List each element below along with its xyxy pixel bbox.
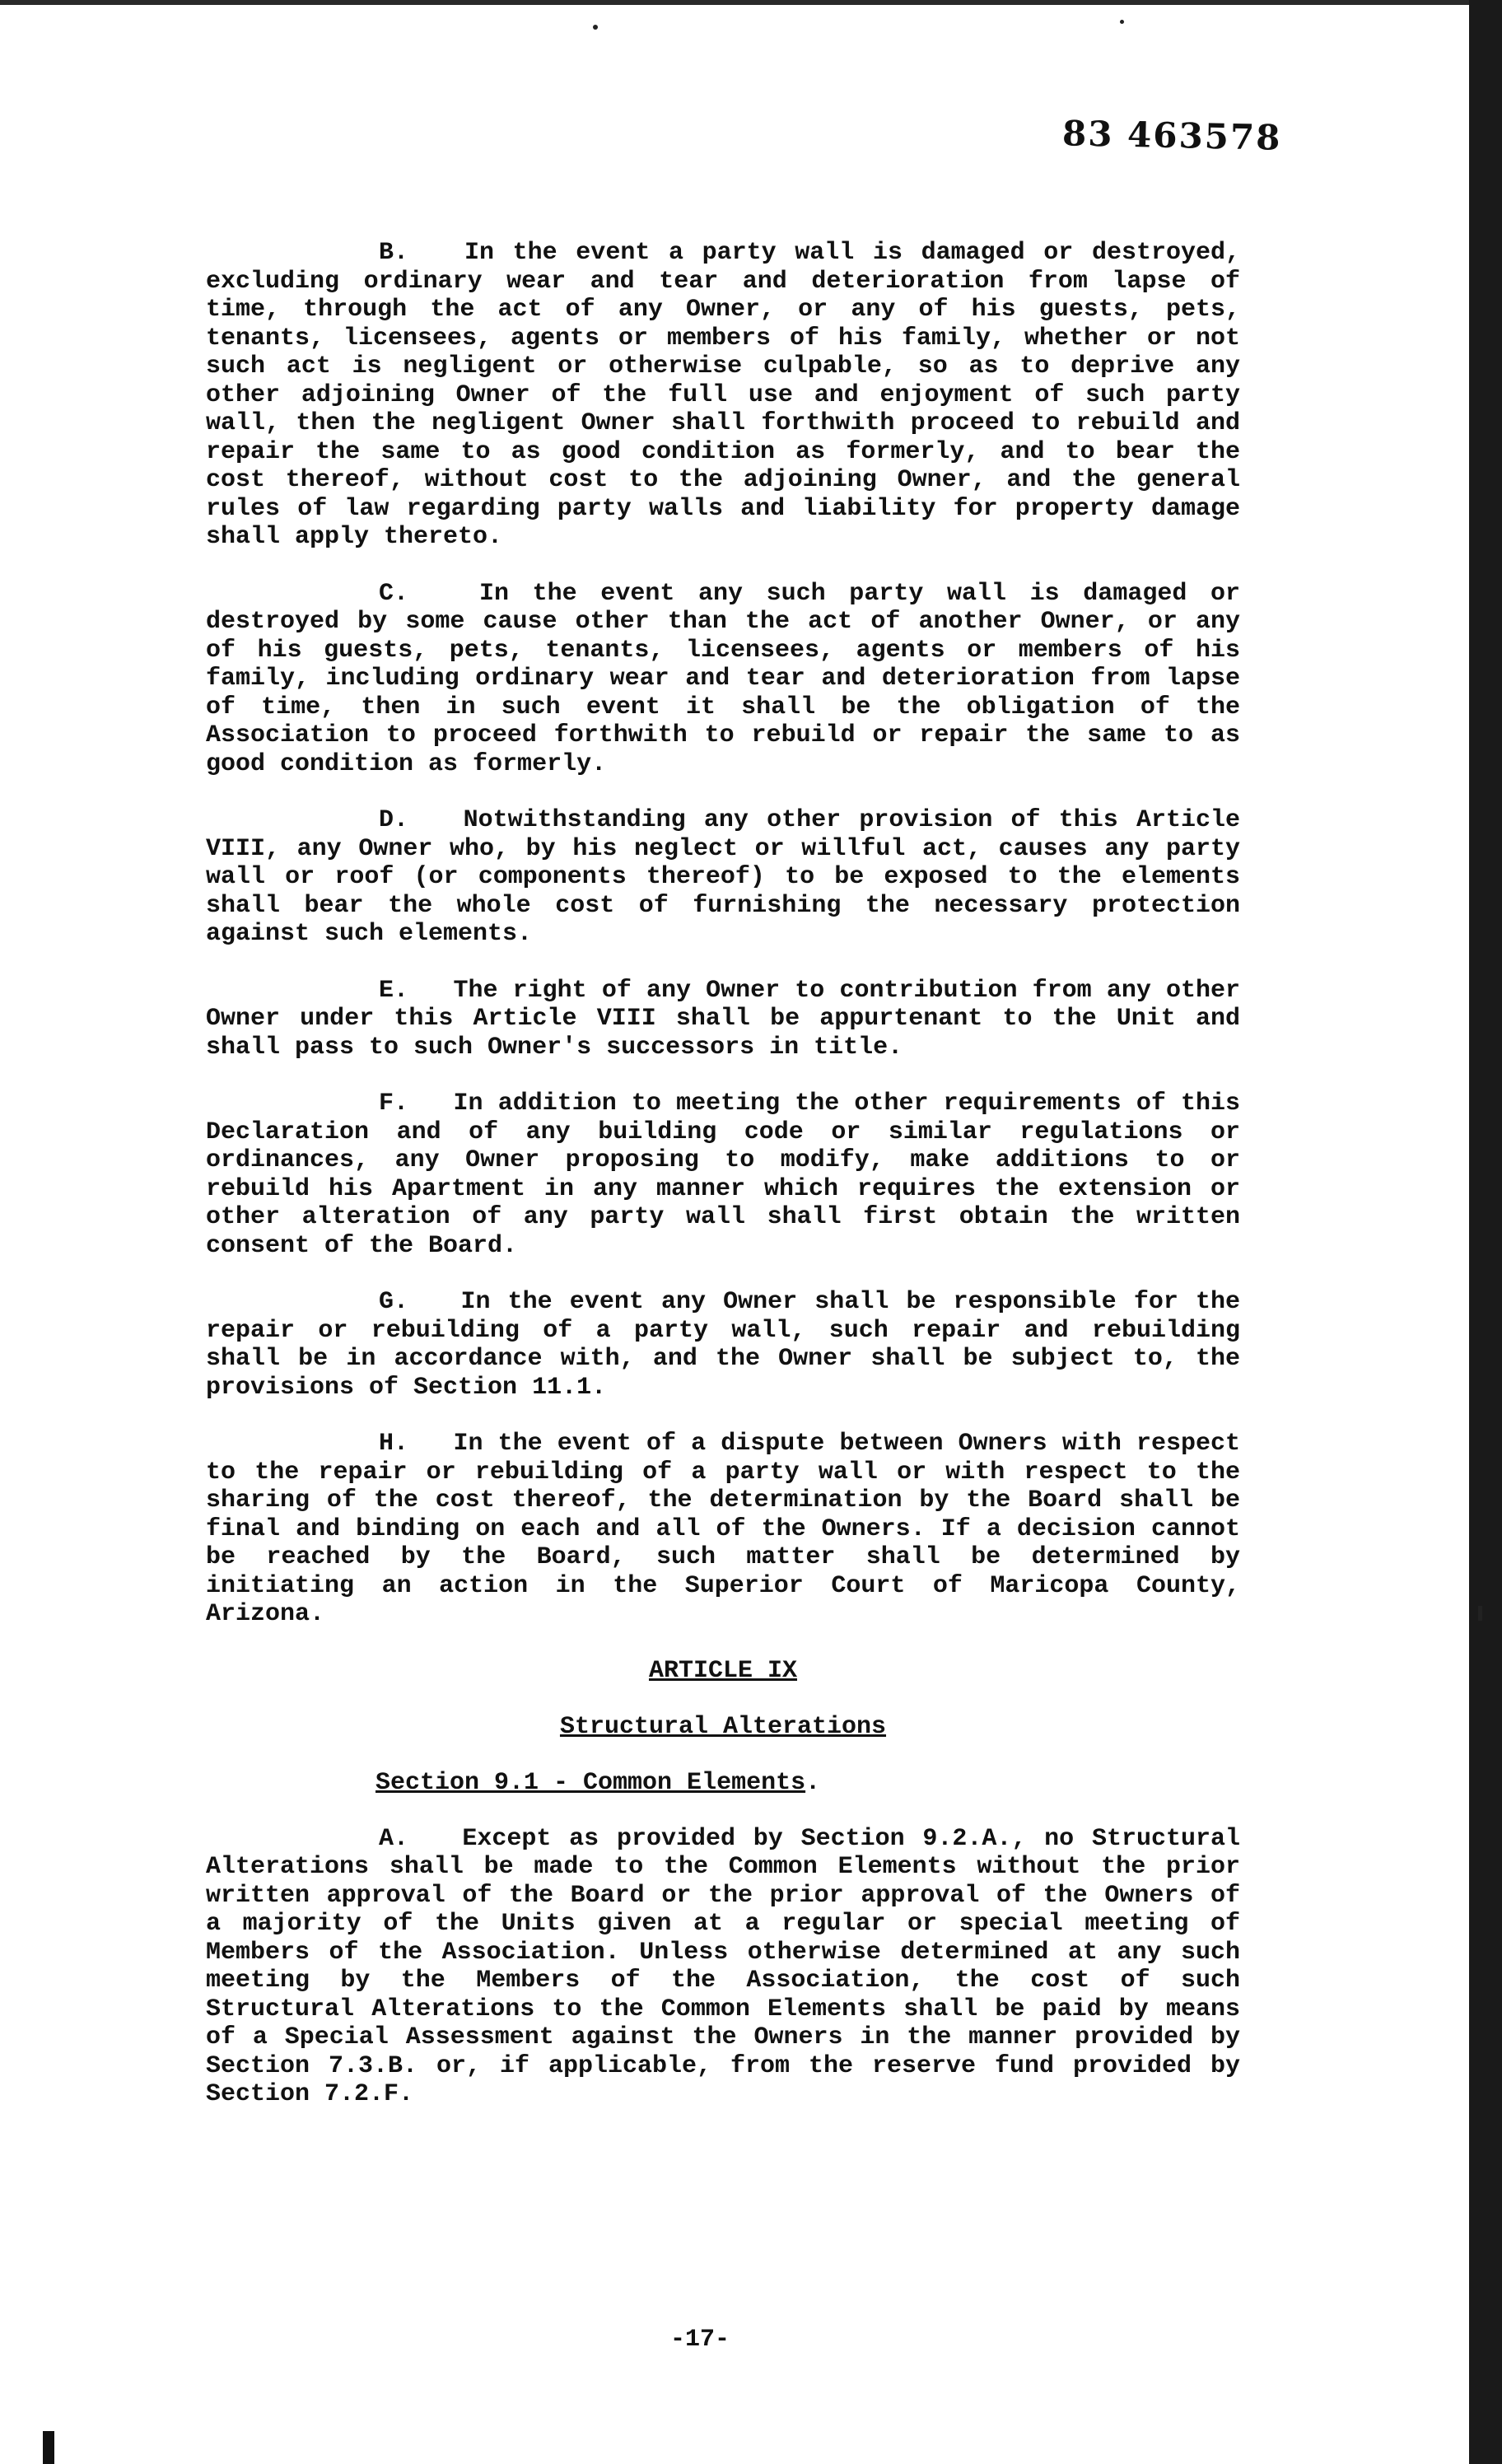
paragraph-letter: E. (379, 976, 409, 1005)
paragraph-text: The right of any Owner to contribution from any other Owner under this Article VIII shall be appurtenant to the Unit and shall pass to such Owner's successors in title. (206, 976, 1240, 1062)
paragraph-letter: B. (379, 239, 409, 267)
section-suffix: . (805, 1768, 821, 1797)
paragraph-letter: C. (379, 579, 409, 608)
paragraph-text: Except as provided by Section 9.2.A., no Structural Alterations shall be made to the Common Elements without the prior written approval of the Board or the prior approval of the Owners of a majority of the Units given at a regular or special meeting of Members of the Association. Unless otherwise determined at any such meeting by the Members of the Association, the cost of such Structural Alterations to the Common Elements shall be paid by means of a Special Assessment against the Owners in the manner provided by Section 7.3.B. or, if applicable, from the reserve fund provided by Section 7.2.F. (206, 1824, 1240, 2108)
paragraph-letter: F. (379, 1090, 409, 1118)
paragraph-h (206, 1430, 1240, 1629)
paragraph-text: In the event of a dispute between Owners with respect to the repair or rebuilding of a party wall or with respect to the sharing of the cost thereof, the determination by the Board shall be final and binding on each and all of the Owners. If a decision cannot be reached by the Board, such matter shall be determined by initiating an action in the Superior Court of Maricopa County, Arizona. (206, 1430, 1240, 1628)
article-subtitle: Structural Alterations (559, 1712, 887, 1741)
paragraph-text: In the event a party wall is damaged or destroyed, excluding ordinary wear and tear and deterioration from lapse of time, through the act of any Owner, or any of his guests, pets, tenants, licensees, agents or members of his family, whether or not such act is negligent or otherwise culpable, so as to deprive any other adjoining Owner of the full use and enjoyment of such party wall, then the negligent Owner shall forthwith proceed to rebuild and repair the same to as good condition as formerly, and to bear the cost thereof, without cost to the adjoining Owner, and the general rules of law regarding party walls and liability for property damage shall apply thereto. (206, 239, 1240, 551)
paragraph-9-1-a (206, 1825, 1240, 2109)
paragraph-e (206, 977, 1240, 1062)
document-number: 83 463578 (1061, 113, 1282, 158)
paragraph-text: In addition to meeting the other requirements of this Declaration and of any building code or similar regulations or ordinances, any Owner proposing to modify, make additions to or rebuild his Apartment in any manner which requires the extension or other alteration of any party wall shall first obtain the written consent of the Board. (206, 1090, 1241, 1260)
paragraph-c (206, 580, 1240, 779)
paragraph-b (206, 239, 1240, 552)
article-title: ARTICLE IX (648, 1656, 798, 1685)
paragraph-text: In the event any such party wall is damaged or destroyed by some cause other than the act of another Owner, or any of his guests, pets, tenants, licensees, agents or members of his family, including ordinary wear and tear and deterioration from lapse of time, then in such event it shall be the obligation of the Association to proceed forthwith to rebuild or repair the same to as good condition as formerly. (206, 579, 1240, 778)
paragraph-letter: D. (379, 806, 409, 834)
paragraph-letter: G. (379, 1288, 409, 1316)
scan-bottom-mark (43, 2431, 54, 2464)
document-body (206, 239, 1240, 2137)
scan-speck (1478, 1606, 1482, 1621)
paragraph-text: Notwithstanding any other provision of this Article VIII, any Owner who, by his neglect or willful act, causes any party wall or roof (or components thereof) to be exposed to the elements shall bear the whole cost of furnishing the necessary protection against such elements. (206, 806, 1240, 948)
paragraph-d (206, 806, 1240, 949)
scan-speck (1120, 20, 1124, 24)
section-title: Section 9.1 - Common Elements (376, 1768, 806, 1797)
page-number: -17- (669, 2326, 730, 2354)
paragraph-g (206, 1288, 1240, 1402)
paragraph-f (206, 1090, 1240, 1260)
paragraph-text: In the event any Owner shall be responsible for the repair or rebuilding of a party wall, such repair and rebuilding shall be in accordance with, and the Owner shall be subject to, the provisions of Section 11.1. (206, 1288, 1240, 1402)
scan-right-edge (1469, 0, 1502, 2464)
section-heading (376, 1769, 1240, 1797)
scan-top-edge (0, 0, 1502, 5)
paragraph-letter: H. (379, 1430, 409, 1458)
paragraph-letter: A. (379, 1824, 409, 1853)
scan-speck (593, 25, 598, 30)
